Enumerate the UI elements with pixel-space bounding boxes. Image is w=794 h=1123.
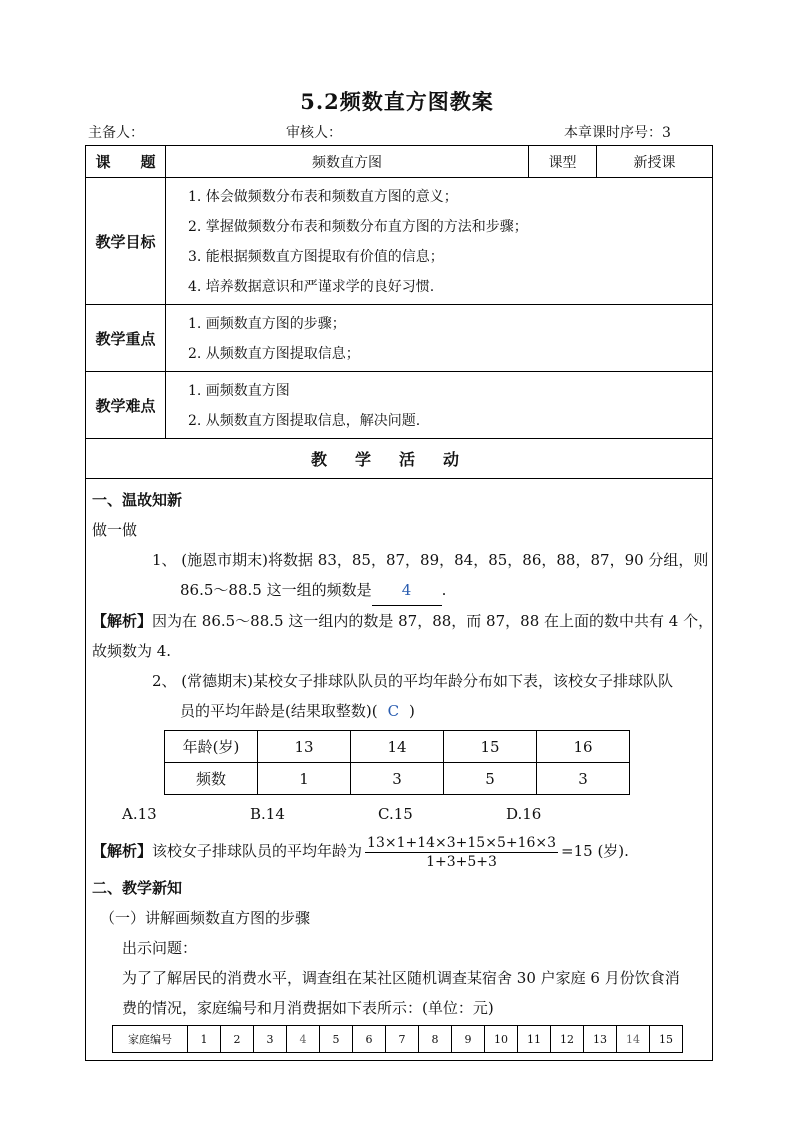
family-number-cell: 3 <box>254 1026 287 1053</box>
family-number-table <box>112 1025 683 1053</box>
family-number-cell: 1 <box>188 1026 221 1053</box>
answer-options <box>92 799 706 829</box>
goals-content <box>166 178 713 305</box>
difficulties-row <box>86 372 713 439</box>
key-points-content <box>166 305 713 372</box>
try-it-label: 做一做 <box>92 521 138 539</box>
table-row <box>165 731 630 763</box>
question-1-answer: 4 <box>372 575 442 606</box>
age-frequency-table <box>164 730 630 795</box>
lesson-number: 本章课时序号：3 <box>564 125 671 141</box>
analysis-1-line-1 <box>92 606 714 636</box>
activity-body-row <box>86 479 713 1061</box>
frequency-cell: 1 <box>258 763 351 795</box>
lesson-plan-table <box>85 145 713 1061</box>
type-label: 课型 <box>529 146 597 178</box>
difficulties-content <box>166 372 713 439</box>
activity-heading-row <box>86 439 713 479</box>
question-2-text: 员的平均年龄是(结果取整数)( <box>180 702 378 720</box>
activity-heading: 教学活动 <box>86 439 713 479</box>
question-1-line-2 <box>92 575 706 606</box>
fraction-numerator: 13×1+14×3+15×5+16×3 <box>367 834 557 851</box>
activity-body <box>86 479 713 1061</box>
goal-item: 4. 培养数据意识和严谨求学的良好习惯. <box>188 279 435 295</box>
analysis-label: 【解析】 <box>92 612 153 630</box>
family-number-cell: 5 <box>320 1026 353 1053</box>
age-cell: 13 <box>258 731 351 763</box>
family-number-label: 家庭编号 <box>113 1026 188 1053</box>
page-title: 5.2频数直方图教案 <box>300 89 494 114</box>
family-number-cell: 9 <box>452 1026 485 1053</box>
meta-row <box>88 122 688 140</box>
problem-line-1: 为了了解居民的消费水平，调查组在某社区随机调查某宿舍 30 户家庭 6 月份饮食消 <box>122 969 680 987</box>
option-d: D.16 <box>506 805 542 823</box>
analysis-2-line <box>92 829 706 873</box>
table-row <box>165 763 630 795</box>
option-b: B.14 <box>250 805 285 823</box>
goal-item: 2. 掌握做频数分布表和频数分布直方图的方法和步骤； <box>188 219 528 235</box>
fraction-denominator: 1+3+5+3 <box>426 853 497 870</box>
mean-fraction <box>365 834 558 871</box>
table-row <box>113 1026 683 1053</box>
option-a: A.13 <box>122 805 157 823</box>
reviewer-label: 审核人： <box>286 125 342 141</box>
family-number-cell: 4 <box>287 1026 320 1053</box>
family-number-cell: 6 <box>353 1026 386 1053</box>
question-1-end: . <box>441 581 447 599</box>
subsection-steps: （一）讲解画频数直方图的步骤 <box>100 909 311 927</box>
difficulties-label: 教学难点 <box>86 372 166 439</box>
goal-item: 1. 体会做频数分布表和频数直方图的意义； <box>188 189 458 205</box>
key-points-row <box>86 305 713 372</box>
analysis-2-text: 该校女子排球队员的平均年龄为 <box>152 842 363 860</box>
option-c: C.15 <box>378 805 413 823</box>
show-problem-label: 出示问题： <box>122 939 198 957</box>
topic-label: 课 题 <box>86 146 166 178</box>
question-2-line-1: 2、 (常德期末)某校女子排球队队员的平均年龄分布如下表，该校女子排球队队 <box>152 672 674 690</box>
frequency-row-label: 频数 <box>165 763 258 795</box>
family-number-cell: 2 <box>221 1026 254 1053</box>
family-number-cell: 7 <box>386 1026 419 1053</box>
goals-label: 教学目标 <box>86 178 166 305</box>
family-number-cell: 8 <box>419 1026 452 1053</box>
analysis-1-text: 因为在 86.5～88.5 这一组内的数是 87，88，而 87，88 在上面的数中共有 4 个， <box>152 612 714 630</box>
section-review-heading: 一、温故知新 <box>92 491 183 509</box>
topic-value: 频数直方图 <box>166 146 529 178</box>
family-number-cell: 12 <box>551 1026 584 1053</box>
age-cell: 16 <box>537 731 630 763</box>
family-number-cell: 15 <box>650 1026 683 1053</box>
difficulty-item: 1. 画频数直方图 <box>188 383 290 399</box>
key-points-label: 教学重点 <box>86 305 166 372</box>
age-cell: 15 <box>444 731 537 763</box>
question-2-end: ) <box>409 702 415 720</box>
goals-row <box>86 178 713 305</box>
section-new-knowledge-heading: 二、教学新知 <box>92 879 183 897</box>
key-point-item: 1. 画频数直方图的步骤； <box>188 316 346 332</box>
analysis-1-line-2: 故频数为 4. <box>92 642 172 660</box>
difficulty-item: 2. 从频数直方图提取信息，解决问题. <box>188 413 421 429</box>
frequency-cell: 3 <box>351 763 444 795</box>
key-point-item: 2. 从频数直方图提取信息； <box>188 346 360 362</box>
goal-item: 3. 能根据频数直方图提取有价值的信息； <box>188 249 444 265</box>
family-number-cell: 11 <box>518 1026 551 1053</box>
preparer-label: 主备人： <box>88 125 144 141</box>
question-1-text: 86.5～88.5 这一组的频数是 <box>180 581 372 599</box>
family-number-cell: 13 <box>584 1026 617 1053</box>
type-value: 新授课 <box>597 146 713 178</box>
question-1-line-1: 1、 (施恩市期末)将数据 83，85，87，89，84，85，86，88，87，90 分组，则 <box>152 551 709 569</box>
frequency-cell: 3 <box>537 763 630 795</box>
age-cell: 14 <box>351 731 444 763</box>
analysis-label: 【解析】 <box>92 842 153 860</box>
family-number-cell: 14 <box>617 1026 650 1053</box>
fraction-result: =15 (岁). <box>561 842 629 860</box>
question-2-line-2 <box>92 696 706 726</box>
family-number-cell: 10 <box>485 1026 518 1053</box>
topic-row <box>86 146 713 178</box>
question-2-answer: C <box>387 702 400 720</box>
problem-line-2: 费的情况，家庭编号和月消费据如下表所示：(单位：元) <box>122 999 494 1017</box>
frequency-cell: 5 <box>444 763 537 795</box>
age-row-label: 年龄(岁) <box>165 731 258 763</box>
